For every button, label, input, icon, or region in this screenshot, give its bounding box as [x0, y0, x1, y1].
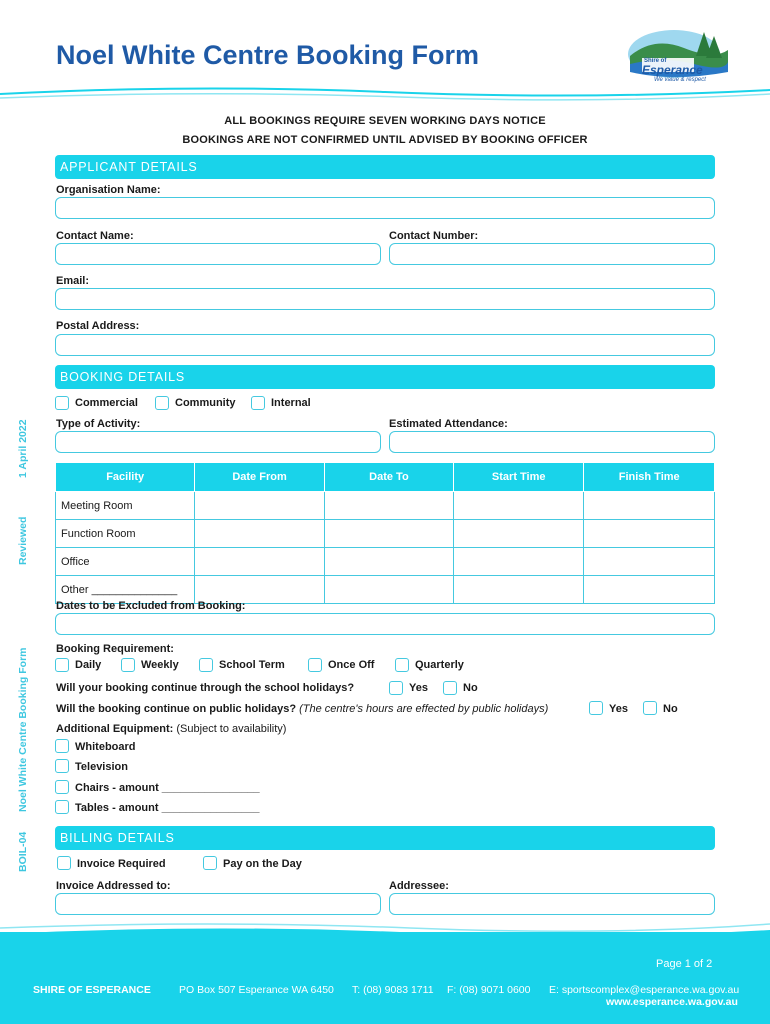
school-term-checkbox[interactable]: [199, 658, 213, 672]
chairs-checkbox[interactable]: [55, 780, 69, 794]
addressee-label: Addressee:: [389, 880, 449, 892]
pay-on-the-day-checkbox[interactable]: [203, 856, 217, 870]
invoice-required-label: Invoice Required: [77, 858, 166, 870]
activity-type-field[interactable]: [55, 431, 381, 453]
footer-band: [0, 932, 770, 1024]
quarterly-label: Quarterly: [415, 659, 464, 671]
estimated-attendance-field[interactable]: [389, 431, 715, 453]
footer-org-name: SHIRE OF ESPERANCE: [33, 984, 151, 996]
commercial-label: Commercial: [75, 397, 138, 409]
community-label: Community: [175, 397, 236, 409]
column-start-time: Start Time: [454, 463, 584, 492]
public-holidays-yes-checkbox[interactable]: [589, 701, 603, 715]
facility-name: Other ______________: [56, 576, 195, 604]
facility-table-header: [56, 463, 715, 492]
contact-name-field[interactable]: [55, 243, 381, 265]
finish-time-cell[interactable]: [584, 520, 715, 548]
organisation-label: Organisation Name:: [56, 184, 161, 196]
notice-not-confirmed: BOOKINGS ARE NOT CONFIRMED UNTIL ADVISED BY BOOKING OFFICER: [182, 134, 588, 146]
commercial-checkbox[interactable]: [55, 396, 69, 410]
side-code: BOIL-04: [17, 831, 29, 872]
start-time-cell[interactable]: [454, 576, 584, 604]
table-row: [56, 492, 715, 520]
television-checkbox[interactable]: [55, 759, 69, 773]
applicant-details-heading: APPLICANT DETAILS: [55, 155, 715, 179]
activity-type-label: Type of Activity:: [56, 418, 141, 430]
date-from-cell[interactable]: [195, 520, 324, 548]
logo-shire-of: Shire of: [644, 58, 667, 64]
school-holidays-question: Will your booking continue through the school holidays?: [56, 682, 355, 694]
whiteboard-label: Whiteboard: [75, 741, 136, 753]
page-title: Noel White Centre Booking Form: [56, 40, 480, 70]
side-date: 1 April 2022: [17, 419, 29, 478]
table-row: [56, 520, 715, 548]
postal-address-label: Postal Address:: [56, 320, 140, 332]
public-holidays-no-checkbox[interactable]: [643, 701, 657, 715]
weekly-checkbox[interactable]: [121, 658, 135, 672]
once-off-label: Once Off: [328, 659, 375, 671]
public-holidays-yes-label: Yes: [609, 703, 628, 715]
finish-time-cell[interactable]: [584, 548, 715, 576]
addressee-field[interactable]: [389, 893, 715, 915]
side-form-name: Noel White Centre Booking Form: [17, 647, 29, 812]
footer-email-link[interactable]: E: sportscomplex@esperance.wa.gov.au: [549, 984, 740, 996]
additional-equipment-title: Additional Equipment:: [56, 723, 174, 735]
tables-label: Tables - amount ________________: [75, 802, 260, 814]
public-holidays-note: (The centre's hours are effected by public holidays): [299, 703, 549, 715]
start-time-cell[interactable]: [454, 548, 584, 576]
finish-time-cell[interactable]: [584, 492, 715, 520]
column-date-from: Date From: [195, 463, 324, 492]
facility-table: [55, 462, 715, 604]
contact-name-label: Contact Name:: [56, 230, 134, 242]
school-holidays-yes-label: Yes: [409, 682, 428, 694]
column-finish-time: Finish Time: [584, 463, 715, 492]
additional-equipment-label: [56, 723, 286, 735]
column-facility: Facility: [56, 463, 195, 492]
school-holidays-no-label: No: [463, 682, 478, 694]
school-holidays-no-checkbox[interactable]: [443, 681, 457, 695]
logo-name: Esperance: [642, 63, 703, 77]
quarterly-checkbox[interactable]: [395, 658, 409, 672]
notice-seven-days: ALL BOOKINGS REQUIRE SEVEN WORKING DAYS NOTICE: [224, 115, 546, 127]
tables-checkbox[interactable]: [55, 800, 69, 814]
date-to-cell[interactable]: [324, 520, 453, 548]
email-field[interactable]: [55, 288, 715, 310]
pay-on-the-day-label: Pay on the Day: [223, 858, 302, 870]
daily-label: Daily: [75, 659, 102, 671]
header-wave-divider: [0, 84, 770, 106]
date-to-cell[interactable]: [324, 576, 453, 604]
public-holidays-question-text: Will the booking continue on public holidays?: [56, 703, 297, 715]
facility-name: Meeting Room: [56, 492, 195, 520]
billing-details-heading: BILLING DETAILS: [55, 826, 715, 850]
footer-phone: T: (08) 9083 1711: [352, 984, 434, 996]
date-from-cell[interactable]: [195, 492, 324, 520]
estimated-attendance-label: Estimated Attendance:: [389, 418, 508, 430]
internal-label: Internal: [271, 397, 311, 409]
start-time-cell[interactable]: [454, 492, 584, 520]
invoice-required-checkbox[interactable]: [57, 856, 71, 870]
school-term-label: School Term: [219, 659, 285, 671]
internal-checkbox[interactable]: [251, 396, 265, 410]
email-label: Email:: [56, 275, 90, 287]
page-number: Page 1 of 2: [656, 958, 713, 970]
side-reviewed: Reviewed: [17, 516, 29, 565]
daily-checkbox[interactable]: [55, 658, 69, 672]
facility-name: Office: [56, 548, 195, 576]
contact-number-label: Contact Number:: [389, 230, 479, 242]
invoice-addressed-label: Invoice Addressed to:: [56, 880, 171, 892]
contact-number-field[interactable]: [389, 243, 715, 265]
date-to-cell[interactable]: [324, 492, 453, 520]
date-to-cell[interactable]: [324, 548, 453, 576]
facility-name: Function Room: [56, 520, 195, 548]
column-date-to: Date To: [324, 463, 453, 492]
public-holidays-no-label: No: [663, 703, 678, 715]
school-holidays-yes-checkbox[interactable]: [389, 681, 403, 695]
weekly-label: Weekly: [141, 659, 179, 671]
television-label: Television: [75, 761, 128, 773]
footer-fax: F: (08) 9071 0600: [447, 984, 531, 996]
invoice-addressed-field[interactable]: [55, 893, 381, 915]
booking-details-heading: BOOKING DETAILS: [55, 365, 715, 389]
finish-time-cell[interactable]: [584, 576, 715, 604]
public-holidays-question: [56, 703, 548, 715]
postal-address-field[interactable]: [55, 334, 715, 356]
excluded-dates-label: Dates to be Excluded from Booking:: [56, 600, 246, 612]
booking-requirement-label: Booking Requirement:: [56, 643, 174, 655]
footer-po-box: PO Box 507 Esperance WA 6450: [179, 984, 334, 996]
logo-tagline: We value & respect: [654, 77, 706, 83]
additional-equipment-note: (Subject to availability): [176, 723, 287, 735]
date-from-cell[interactable]: [195, 548, 324, 576]
shire-logo: [624, 26, 734, 88]
start-time-cell[interactable]: [454, 520, 584, 548]
chairs-label: Chairs - amount ________________: [75, 782, 260, 794]
whiteboard-checkbox[interactable]: [55, 739, 69, 753]
excluded-dates-field[interactable]: [55, 613, 715, 635]
footer-website-link[interactable]: www.esperance.wa.gov.au: [606, 996, 738, 1008]
organisation-name-field[interactable]: [55, 197, 715, 219]
community-checkbox[interactable]: [155, 396, 169, 410]
table-row: [56, 548, 715, 576]
once-off-checkbox[interactable]: [308, 658, 322, 672]
